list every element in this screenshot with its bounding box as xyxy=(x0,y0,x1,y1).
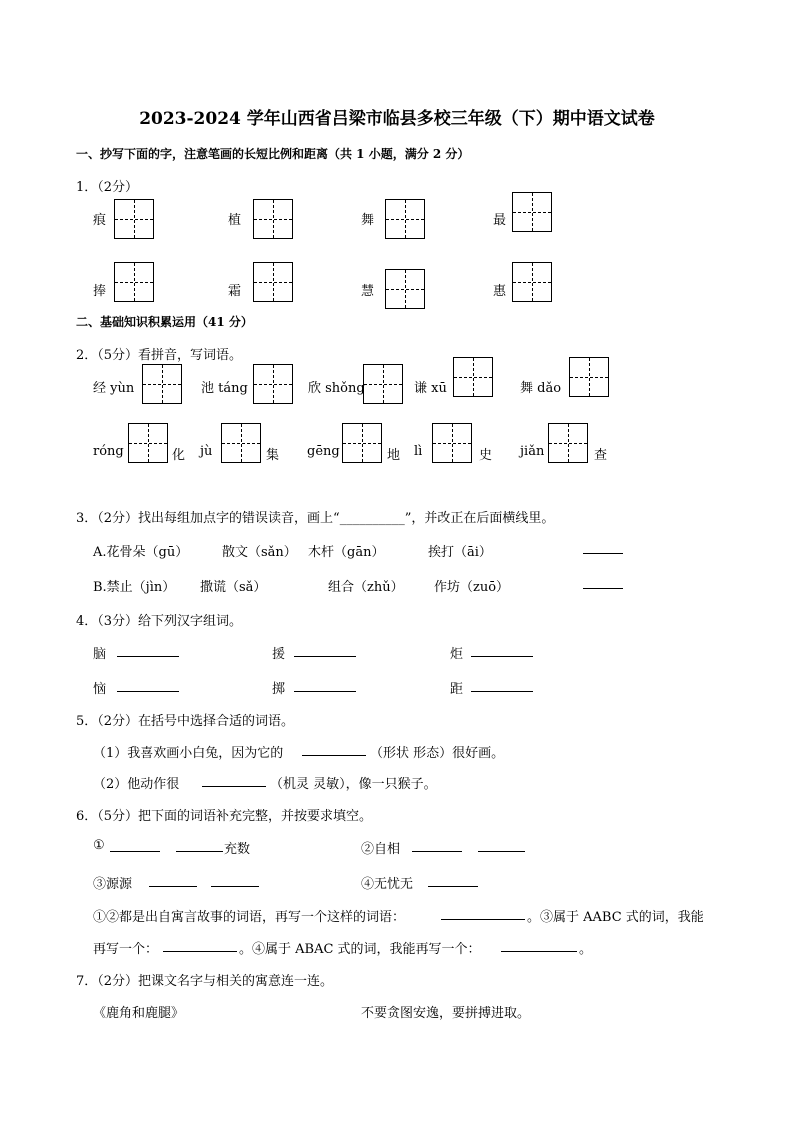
section-heading-2: 二、基础知识积累运用（41 分） xyxy=(76,315,253,329)
question-1-head: 1．（2分） xyxy=(76,180,139,195)
writing-grid-box[interactable] xyxy=(114,262,154,302)
word-char: 距 xyxy=(450,682,464,697)
sentence-text: （1）我喜欢画小白兔，因为它的 xyxy=(93,746,284,761)
idiom-item: ④无忧无 xyxy=(361,877,414,892)
instruction-text: 。 xyxy=(579,942,593,957)
writing-grid-box[interactable] xyxy=(385,269,425,309)
copy-char: 舞 xyxy=(361,213,375,228)
writing-grid-box[interactable] xyxy=(569,357,609,397)
writing-grid-box[interactable] xyxy=(128,423,168,463)
pinyin-suffix: 地 xyxy=(387,448,401,463)
reading-item: 作坊（zuō） xyxy=(434,580,510,595)
word-char: 掷 xyxy=(272,682,286,697)
pinyin-prompt: lì xyxy=(414,444,423,459)
word-char: 援 xyxy=(272,647,286,662)
reading-item: B.禁止（jìn） xyxy=(93,580,176,595)
copy-char: 捧 xyxy=(93,284,107,299)
writing-grid-box[interactable] xyxy=(253,262,293,302)
answer-line[interactable] xyxy=(478,851,525,852)
question-2-head: 2．（5分）看拼音，写词语。 xyxy=(76,348,243,363)
sentence-text: （机灵 灵敏），像一只猴子。 xyxy=(270,777,437,792)
question-3-head: 3．（2分）找出每组加点字的错误读音，画上“__________”，并改正在后面横线里。 xyxy=(76,511,555,526)
answer-line[interactable] xyxy=(294,656,356,657)
question-5-head: 5．（2分）在括号中选择合适的词语。 xyxy=(76,714,295,729)
pinyin-prompt: jù xyxy=(200,444,213,459)
pinyin-prompt: 经 yùn xyxy=(93,381,135,396)
copy-char: 霜 xyxy=(228,284,242,299)
copy-char: 植 xyxy=(228,213,242,228)
idiom-item: ① xyxy=(93,838,105,853)
copy-char: 慧 xyxy=(361,284,375,299)
pinyin-prompt: 池 táng xyxy=(201,381,248,396)
writing-grid-box[interactable] xyxy=(432,423,472,463)
writing-grid-box[interactable] xyxy=(114,199,154,239)
writing-grid-box[interactable] xyxy=(385,199,425,239)
idiom-item: ③源源 xyxy=(93,877,133,892)
pinyin-prompt: 舞 dǎo xyxy=(520,381,562,396)
copy-char: 最 xyxy=(493,213,507,228)
word-char: 脑 xyxy=(93,647,107,662)
page-title: 2023-2024 学年山西省吕梁市临县多校三年级（下）期中语文试卷 xyxy=(139,109,655,129)
reading-item: 挨打（āi） xyxy=(428,545,492,560)
answer-line[interactable] xyxy=(302,755,366,756)
pinyin-prompt: 谦 xū xyxy=(414,381,447,396)
answer-line[interactable] xyxy=(501,951,577,952)
reading-item: 撒谎（sǎ） xyxy=(200,580,267,595)
answer-line[interactable] xyxy=(163,951,237,952)
sentence-text: （2）他动作很 xyxy=(93,777,180,792)
question-7-head: 7．（2分）把课文名字与相关的寓意连一连。 xyxy=(76,974,334,989)
instruction-text: 再写一个： xyxy=(93,942,159,957)
moral-statement[interactable]: 不要贪图安逸，要拼搏进取。 xyxy=(361,1006,531,1021)
copy-char: 惠 xyxy=(493,284,507,299)
writing-grid-box[interactable] xyxy=(512,262,552,302)
answer-line[interactable] xyxy=(583,553,623,554)
copy-char: 痕 xyxy=(93,213,107,228)
answer-line[interactable] xyxy=(412,851,462,852)
instruction-text: 。③属于 AABC 式的词，我能 xyxy=(527,910,704,925)
writing-grid-box[interactable] xyxy=(363,364,403,404)
writing-grid-box[interactable] xyxy=(142,364,182,404)
writing-grid-box[interactable] xyxy=(221,423,261,463)
answer-line[interactable] xyxy=(176,851,223,852)
word-char: 恼 xyxy=(93,682,107,697)
answer-line[interactable] xyxy=(117,691,179,692)
question-6-head: 6．（5分）把下面的词语补充完整，并按要求填空。 xyxy=(76,809,373,824)
pinyin-suffix: 史 xyxy=(479,448,493,463)
pinyin-suffix: 化 xyxy=(172,448,186,463)
pinyin-prompt: jiǎn xyxy=(520,444,545,459)
idiom-item: 充数 xyxy=(224,842,251,857)
answer-line[interactable] xyxy=(149,886,197,887)
question-4-head: 4．（3分）给下列汉字组词。 xyxy=(76,614,243,629)
answer-line[interactable] xyxy=(110,851,160,852)
lesson-title[interactable]: 《鹿角和鹿腿》 xyxy=(93,1006,185,1021)
reading-item: 组合（zhǔ） xyxy=(328,580,404,595)
writing-grid-box[interactable] xyxy=(548,423,588,463)
reading-item: A.花骨朵（gū） xyxy=(93,545,189,560)
writing-grid-box[interactable] xyxy=(253,199,293,239)
pinyin-prompt: gēng xyxy=(307,444,340,459)
pinyin-prompt: 欣 shǒng xyxy=(308,381,365,396)
idiom-item: ②自相 xyxy=(361,842,401,857)
pinyin-suffix: 集 xyxy=(266,448,280,463)
sentence-text: （形状 形态）很好画。 xyxy=(370,746,505,761)
answer-line[interactable] xyxy=(441,919,525,920)
instruction-text: ①②都是出自寓言故事的词语，再写一个这样的词语： xyxy=(93,910,406,925)
writing-grid-box[interactable] xyxy=(512,192,552,232)
writing-grid-box[interactable] xyxy=(342,423,382,463)
writing-grid-box[interactable] xyxy=(253,364,293,404)
answer-line[interactable] xyxy=(294,691,356,692)
answer-line[interactable] xyxy=(428,886,478,887)
answer-line[interactable] xyxy=(211,886,259,887)
answer-line[interactable] xyxy=(202,786,266,787)
answer-line[interactable] xyxy=(117,656,179,657)
pinyin-suffix: 查 xyxy=(594,448,608,463)
answer-line[interactable] xyxy=(471,691,533,692)
instruction-text: 。④属于 ABAC 式的词，我能再写一个： xyxy=(239,942,481,957)
answer-line[interactable] xyxy=(471,656,533,657)
reading-item: 木杆（gān） xyxy=(308,545,385,560)
pinyin-prompt: róng xyxy=(93,444,124,459)
answer-line[interactable] xyxy=(583,588,623,589)
section-heading-1: 一、抄写下面的字，注意笔画的长短比例和距离（共 1 小题，满分 2 分） xyxy=(76,147,470,161)
reading-item: 散文（sǎn） xyxy=(222,545,297,560)
writing-grid-box[interactable] xyxy=(453,357,493,397)
word-char: 炬 xyxy=(450,647,464,662)
